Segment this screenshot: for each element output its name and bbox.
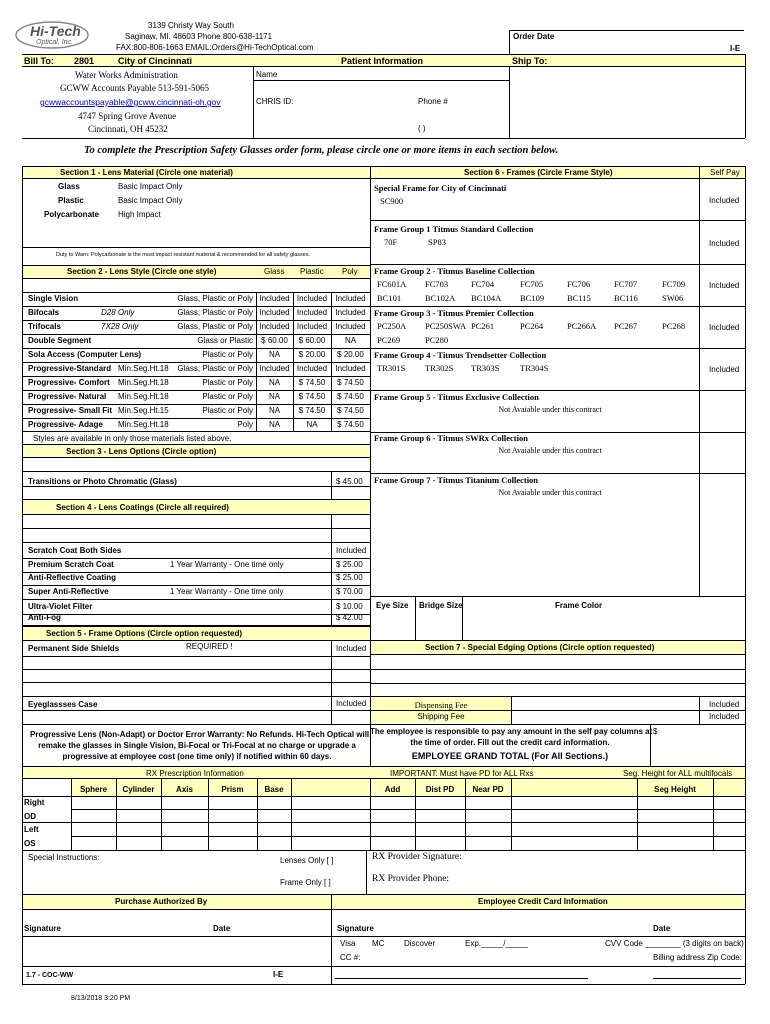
s3-title: Section 3 - Lens Options (Circle option): [66, 447, 217, 456]
s2-style-mid-7: Min.Seg.Ht.18: [118, 392, 169, 401]
s2-style-4[interactable]: Sola Access (Computer Lens): [28, 350, 142, 359]
s1-name-0[interactable]: Glass: [58, 182, 80, 191]
frame-model-1-4[interactable]: FC706: [567, 279, 591, 289]
frame-model-1-7[interactable]: BC101: [377, 293, 402, 303]
warranty-l3: progressive at employee cost (one time only) if notified within 60 days.: [62, 752, 332, 761]
credit-cc[interactable]: CC #:: [340, 953, 361, 962]
s4-title: Section 4 - Lens Coatings (Circle all required): [56, 503, 229, 512]
s1-warn: Duty to Warn: Polycarbonate is the most impact resistant material & recommended for all safety glasses.: [56, 252, 311, 258]
frame-group-note-6: Not Avaiable under this contract: [498, 488, 602, 497]
bill-line1: Water Works Administration: [75, 70, 178, 80]
employee-total: EMPLOYEE GRAND TOTAL (For All Sections.): [411, 751, 609, 761]
s2-style-3[interactable]: Double Segment: [28, 336, 92, 345]
logo-name: Hi-Tech: [30, 23, 81, 39]
s4-coating-4[interactable]: Ultra-Violet Filter: [28, 602, 93, 611]
frame-group-title-4: Frame Group 5 - Titmus Exclusive Collection: [374, 392, 539, 402]
frame-group-title-1: Frame Group 2 - Titmus Baseline Collection: [374, 266, 535, 276]
frame-model-3-2[interactable]: TR303S: [471, 363, 500, 373]
employee-l1: The employee is responsible to pay any amount in the self pay columns at: [370, 727, 653, 736]
frame-model-3-0[interactable]: TR301S: [377, 363, 406, 373]
s2-plastic-2[interactable]: Included: [296, 322, 328, 331]
rx-lenses-only[interactable]: Lenses Only [ ]: [280, 856, 334, 865]
footer-ie: I-E: [273, 970, 284, 979]
frame-model-0-0[interactable]: 70F: [384, 237, 398, 247]
s2-glass-7[interactable]: NA: [268, 392, 281, 401]
purchase-signature: Signature: [24, 924, 61, 933]
frame-model-2-8[interactable]: PC280: [425, 335, 449, 345]
rx-col-1: Cylinder: [122, 785, 155, 794]
s2-style-mid-8: Min.Seg.Ht.15: [118, 406, 169, 415]
s2-style-mid-1: D28 Only: [101, 308, 135, 317]
frame-group-price-0: Included: [709, 239, 740, 248]
s2-style-mid-9: Min.Seg.Ht.18: [118, 420, 169, 429]
s4-coating-mid-1: 1 Year Warranty - One time only: [170, 560, 284, 569]
frame-model-1-3[interactable]: FC705: [520, 279, 544, 289]
s2-poly-4[interactable]: $ 20.00: [337, 350, 364, 359]
patient-info-title: Patient Information: [341, 56, 424, 66]
s2-style-mid-6: Min.Seg.Ht.18: [118, 378, 169, 387]
patient-chris-label: CHRIS ID:: [256, 97, 294, 106]
credit-exp[interactable]: Exp._____/_____: [465, 939, 528, 948]
s4-coating-price-0: Included: [336, 546, 367, 555]
s2-style-mat-7: Plastic or Poly: [202, 392, 253, 401]
s2-style-0[interactable]: Single Vision: [28, 294, 79, 303]
frame-model-2-6[interactable]: PC268: [662, 321, 686, 331]
s2-style-mat-3: Glass or Plastic: [197, 336, 253, 345]
s6-title: Section 6 - Frames (Circle Frame Style): [464, 168, 613, 177]
s2-style-1[interactable]: Bifocals: [28, 308, 60, 317]
s6-special-title: Special Frame for City of Cincinnati: [374, 183, 507, 193]
s2-style-6[interactable]: Progressive- Comfort: [28, 378, 110, 387]
bill-line4: 4747 Spring Grove Avenue: [78, 111, 177, 121]
s2-poly-7[interactable]: $ 74.50: [337, 392, 364, 401]
s2-plastic-1[interactable]: Included: [296, 308, 328, 317]
warranty-l1: Progressive Lens (Non-Adapt) or Doctor Error Warranty: No Refunds. Hi-Tech Optical will: [30, 730, 370, 739]
frame-group-price-3: Included: [709, 365, 740, 374]
patient-phone-label: Phone #: [418, 97, 448, 106]
s4-coating-mid-3: 1 Year Warranty - One time only: [170, 587, 284, 596]
instructions: To complete the Prescription Safety Glasses order form, please circle one or more items in each section below.: [84, 145, 559, 156]
frame-group-note-4: Not Avaiable under this contract: [498, 405, 602, 414]
rx-left: Left: [24, 825, 39, 834]
footer-code: 1.7 - COC-WW: [26, 972, 74, 979]
frame-model-2-5[interactable]: PC267: [614, 321, 638, 331]
s2-glass-4[interactable]: NA: [268, 350, 281, 359]
frame-model-3-1[interactable]: TR302S: [425, 363, 454, 373]
ship-to-label: Ship To:: [512, 56, 548, 66]
eyeglass-case-price: Included: [336, 699, 367, 708]
rx-right: Right: [24, 798, 45, 807]
s2-style-9[interactable]: Progressive- Adage: [28, 420, 103, 429]
patient-name-label: Name: [256, 70, 278, 79]
s2-title: Section 2 - Lens Style (Circle one style): [67, 267, 217, 276]
s2-plastic-5[interactable]: Included: [296, 364, 328, 373]
frame-group-title-2: Frame Group 3 - Titmus Premier Collection: [374, 308, 534, 318]
s4-coating-2[interactable]: Anti-Reflective Coating: [28, 573, 117, 582]
s2-style-mat-0: Glass, Plastic or Poly: [177, 294, 253, 303]
frame-model-1-12[interactable]: BC116: [614, 293, 638, 303]
frame-model-1-2[interactable]: FC704: [471, 279, 495, 289]
employee-l2: the time of order. Fill out the credit card information.: [410, 738, 610, 747]
s3-row[interactable]: Transitions or Photo Chromatic (Glass): [28, 477, 177, 486]
bill-email-link[interactable]: gcwwaccountspayable@gcww.cincinnati-oh.gov: [40, 97, 221, 107]
rx-col-0: Sphere: [79, 785, 108, 794]
s2-col-poly: Poly: [342, 267, 358, 276]
dispensing-fee-price: Included: [709, 700, 740, 709]
eye-size-label: Eye Size: [376, 601, 409, 610]
frame-group-title-3: Frame Group 4 - Titmus Trendsetter Collection: [374, 350, 547, 360]
s4-coating-price-1: $ 25.00: [336, 560, 363, 569]
s5-req: REQUIRED !: [186, 642, 233, 651]
s2-plastic-6[interactable]: $ 74.50: [298, 378, 326, 387]
s1-desc-0: Basic Impact Only: [118, 182, 183, 191]
s3-price: $ 45.00: [336, 477, 363, 486]
s2-poly-0[interactable]: Included: [335, 294, 366, 303]
bridge-size-label: Bridge Size: [419, 601, 463, 610]
s2-note: Styles are available in only those materials listed above.: [33, 434, 232, 443]
s2-style-mid-2: 7X28 Only: [101, 322, 139, 331]
s2-plastic-8[interactable]: $ 74.50: [298, 406, 326, 415]
s2-style-2[interactable]: Trifocals: [28, 322, 61, 331]
s5-price: Included: [336, 644, 367, 653]
frame-model-2-0[interactable]: PC250A: [377, 321, 407, 331]
s2-glass-5[interactable]: Included: [259, 364, 290, 373]
frame-model-1-6[interactable]: FC709: [662, 279, 686, 289]
s7-title: Section 7 - Special Edging Options (Circle option requested): [425, 643, 655, 652]
s2-plastic-9[interactable]: NA: [306, 420, 318, 429]
frame-group-title-5: Frame Group 6 - Titmus SWRx Collection: [374, 433, 528, 443]
frame-group-price-2: Included: [709, 323, 740, 332]
patient-phone-paren: ( ): [418, 124, 426, 133]
s2-plastic-4[interactable]: $ 20.00: [298, 350, 326, 359]
s2-style-mat-1: Glass, Plastic or Poly: [177, 308, 253, 317]
s2-plastic-0[interactable]: Included: [296, 294, 328, 303]
shipping-fee-price: Included: [709, 712, 740, 721]
s2-glass-0[interactable]: Included: [259, 294, 290, 303]
rx-os: OS: [24, 839, 36, 848]
credit-signature: Signature: [337, 924, 374, 933]
shipping-fee: Shipping Fee: [417, 712, 465, 721]
rx-important: IMPORTANT: Must have PD for ALL Rxs: [390, 769, 534, 778]
credit-visa[interactable]: Visa: [340, 939, 356, 948]
rx-od: OD: [24, 812, 36, 821]
frame-model-1-9[interactable]: BC104A: [471, 293, 502, 303]
frame-color-label: Frame Color: [555, 601, 603, 610]
rx-col-2: Axis: [176, 785, 193, 794]
s2-style-mat-9: Poly: [237, 420, 253, 429]
credit-mc[interactable]: MC: [372, 939, 385, 948]
s2-glass-9[interactable]: NA: [268, 420, 281, 429]
s2-poly-3[interactable]: NA: [344, 336, 357, 345]
rx-provider-phone: RX Provider Phone:: [372, 874, 450, 884]
s4-coating-3[interactable]: Super Anti-Reflective: [28, 587, 109, 596]
warranty-l2: remake the glasses in Single Vision, Bi-Focal or Tri-Focal at no charge or upgrade a: [38, 741, 356, 750]
order-date-label: Order Date: [513, 32, 555, 41]
s2-col-plastic: Plastic: [300, 267, 324, 276]
frame-model-1-10[interactable]: BC109: [520, 293, 545, 303]
bill-to-name: City of Cincinnati: [118, 56, 192, 66]
s2-style-mid-5: Min.Seg.Ht.18: [118, 364, 169, 373]
frame-model-2-4[interactable]: PC266A: [567, 321, 597, 331]
frame-group-title-6: Frame Group 7 - Titmus Titanium Collection: [374, 475, 539, 485]
s2-glass-6[interactable]: NA: [268, 378, 281, 387]
frame-model-1-1[interactable]: FC703: [425, 279, 449, 289]
credit-discover[interactable]: Discover: [404, 939, 436, 948]
s2-col-glass: Glass: [264, 267, 285, 276]
rx-frame-only[interactable]: Frame Only [ ]: [280, 878, 331, 887]
s2-poly-1[interactable]: Included: [335, 308, 366, 317]
eyeglass-case-label[interactable]: Eyeglassses Case: [28, 700, 98, 709]
s2-style-8[interactable]: Progressive- Small Fit: [28, 406, 113, 415]
rx-title: RX Prescription Information: [146, 769, 244, 778]
s6-self-pay: Self Pay: [710, 168, 740, 177]
s2-style-mat-5: Glass, Plastic or Poly: [177, 364, 253, 373]
s2-poly-5[interactable]: Included: [335, 364, 366, 373]
s4-coating-price-2: $ 25.00: [336, 573, 363, 582]
employee-dollar: $: [653, 727, 658, 736]
s4-coating-0[interactable]: Scratch Coat Both Sides: [28, 546, 122, 555]
frame-group-price-1: Included: [709, 281, 740, 290]
company-address1: 3139 Christy Way South: [148, 21, 234, 30]
frame-model-1-0[interactable]: FC601A: [377, 279, 407, 289]
frame-model-1-8[interactable]: BC102A: [425, 293, 456, 303]
rx-col-7: Near PD: [472, 785, 504, 794]
rx-col-3: Prism: [221, 785, 244, 794]
frame-model-2-1[interactable]: PC250SWA: [425, 321, 467, 331]
s1-name-1[interactable]: Plastic: [58, 196, 84, 205]
s2-poly-2[interactable]: Included: [335, 322, 366, 331]
s2-glass-3[interactable]: $ 60.00: [261, 336, 288, 345]
bill-to-num: 2801: [74, 56, 95, 66]
company-address2: Saginaw, MI. 48603 Phone 800-638-1171: [125, 32, 273, 41]
logo-sub: Optical, Inc.: [36, 39, 73, 46]
s6-special-model[interactable]: SC900: [380, 196, 404, 206]
bill-line5: Cincinnati, OH 45232: [88, 124, 168, 134]
frame-model-1-11[interactable]: BC115: [567, 293, 591, 303]
s1-title: Section 1 - Lens Material (Circle one material): [60, 168, 233, 177]
s1-desc-2: High Impact: [118, 210, 161, 219]
frame-model-2-7[interactable]: PC269: [377, 335, 401, 345]
s2-poly-8[interactable]: $ 74.50: [337, 406, 364, 415]
s2-poly-9[interactable]: $ 74.50: [337, 420, 364, 429]
rx-col-4: Base: [264, 785, 284, 794]
frame-model-1-13[interactable]: SW06: [662, 293, 684, 303]
frame-group-title-0: Frame Group 1 Titmus Standard Collection: [374, 224, 534, 234]
s2-poly-6[interactable]: $ 74.50: [337, 378, 364, 387]
rx-seg-note: Seg. Height for ALL multifocals: [623, 769, 733, 778]
credit-billing-zip[interactable]: Billing address Zip Code:: [653, 953, 742, 962]
s6-special-price: Included: [709, 196, 740, 205]
s2-plastic-3[interactable]: $ 60.00: [298, 336, 326, 345]
frame-model-1-5[interactable]: FC707: [614, 279, 638, 289]
frame-model-0-1[interactable]: SP83: [428, 237, 446, 247]
order-code: I-E: [730, 44, 741, 53]
rx-col-6: Dist PD: [425, 785, 455, 794]
s1-desc-1: Basic Impact Only: [118, 196, 183, 205]
s4-coating-5[interactable]: Anti-Fog: [28, 613, 61, 622]
s2-style-mat-4: Plastic or Poly: [202, 350, 253, 359]
s4-coating-price-3: $ 70.00: [336, 587, 363, 596]
s2-glass-1[interactable]: Included: [259, 308, 290, 317]
rx-col-8: Seg Height: [654, 785, 696, 794]
footer-date: 8/13/2018 3:20 PM: [71, 995, 131, 1002]
s2-glass-2[interactable]: Included: [259, 322, 290, 331]
s2-style-mat-6: Plastic or Poly: [202, 378, 253, 387]
s5-row[interactable]: Permanent Side Shields: [28, 644, 120, 653]
purchase-date: Date: [213, 924, 231, 933]
s2-style-mat-8: Plastic or Poly: [202, 406, 253, 415]
frame-model-3-3[interactable]: TR304S: [520, 363, 549, 373]
company-contact: FAX:800-806-1663 EMAIL:Orders@Hi-TechOptical.com: [116, 43, 314, 52]
s2-style-7[interactable]: Progressive- Natural: [28, 392, 107, 401]
company-logo: [14, 20, 92, 50]
bill-line2: GCWW Accounts Payable 513-591-5065: [60, 83, 210, 93]
dispensing-fee: Dispensing Fee: [414, 700, 468, 710]
frame-model-2-2[interactable]: PC261: [471, 321, 495, 331]
s2-glass-8[interactable]: NA: [268, 406, 281, 415]
s2-style-5[interactable]: Progressive-Standard: [28, 364, 112, 373]
rx-col-5: Add: [384, 785, 401, 794]
credit-date: Date: [653, 924, 671, 933]
bill-to-label: Bill To:: [24, 56, 54, 66]
s1-name-2[interactable]: Polycarbonate: [44, 210, 100, 219]
s4-coating-price-4: $ 10.00: [336, 602, 363, 611]
credit-title: Employee Credit Card Information: [478, 897, 608, 906]
frame-group-note-5: Not Avaiable under this contract: [498, 446, 602, 455]
s4-coating-1[interactable]: Premium Scratch Coat: [28, 560, 114, 569]
credit-cvv[interactable]: CVV Code ________ (3 digits on back): [605, 939, 744, 948]
purchase-title: Purchase Authorized By: [115, 897, 208, 906]
frame-model-2-3[interactable]: PC264: [520, 321, 544, 331]
s5-title: Section 5 - Frame Options (Circle option requested): [46, 629, 243, 638]
s2-style-mat-2: Glass, Plastic or Poly: [177, 322, 253, 331]
s4-coating-price-5: $ 42.00: [336, 613, 363, 622]
rx-special: Special Instructions:: [28, 853, 100, 862]
rx-provider-sig: RX Provider Signature:: [372, 852, 462, 862]
s2-plastic-7[interactable]: $ 74.50: [298, 392, 326, 401]
